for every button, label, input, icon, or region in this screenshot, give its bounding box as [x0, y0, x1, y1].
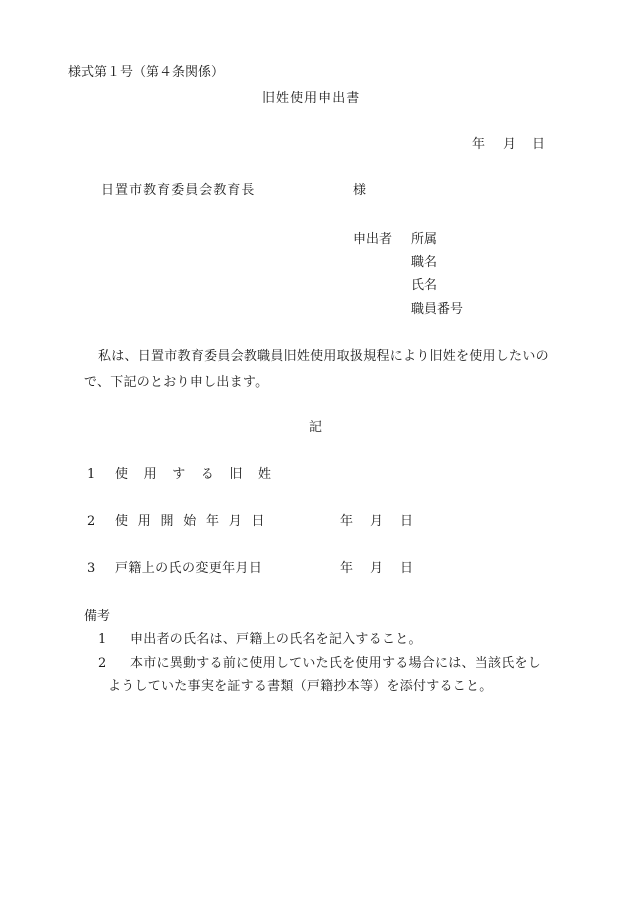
remark-number-2: 2 — [98, 656, 107, 671]
applicant-field-employee-number: 職員番号 — [411, 302, 464, 317]
body-text: 私は、日置市教育委員会教職員旧姓使用取扱規程により旧姓を使用したいので、下記のとおり申し出ます。 — [84, 349, 549, 390]
applicant-field-position: 職名 — [411, 255, 438, 270]
item-2-month: 月 — [370, 514, 384, 529]
applicant-label: 申出者 — [353, 232, 393, 247]
item-label-old-surname: 使用する旧姓 — [115, 467, 287, 482]
remark-text-1: 申出者の氏名は、戸籍上の氏名を記入すること。 — [130, 632, 422, 647]
ki-heading: 記 — [309, 420, 323, 435]
item-number-2: 2 — [87, 514, 96, 529]
item-2-day: 日 — [400, 514, 414, 529]
form-number: 様式第１号（第４条関係） — [68, 65, 225, 80]
document-title: 旧姓使用申出書 — [262, 91, 361, 106]
item-3-year: 年 — [340, 561, 354, 576]
item-3-day: 日 — [400, 561, 414, 576]
item-number-1: 1 — [87, 467, 96, 482]
item-number-3: 3 — [87, 561, 96, 576]
item-label-start-date: 使用開始年月日 — [115, 514, 275, 529]
date-day: 日 — [532, 137, 546, 152]
remarks-heading: 備考 — [84, 609, 111, 624]
date-year: 年 — [472, 137, 486, 152]
remark-text-2: 本市に異動する前に使用していた氏を使用する場合には、当該氏をしようしていた事実を証する書類（戸籍抄本等）を添付すること。 — [108, 656, 542, 694]
item-2-year: 年 — [340, 514, 354, 529]
applicant-field-affiliation: 所属 — [411, 232, 438, 247]
addressee-honorific: 様 — [353, 183, 367, 198]
date-month: 月 — [503, 137, 517, 152]
item-label-surname-change-date: 戸籍上の氏の変更年月日 — [115, 561, 263, 576]
addressee-name: 日置市教育委員会教育長 — [101, 183, 256, 198]
applicant-field-name: 氏名 — [411, 278, 438, 293]
remark-number-1: 1 — [98, 632, 107, 647]
item-3-month: 月 — [370, 561, 384, 576]
